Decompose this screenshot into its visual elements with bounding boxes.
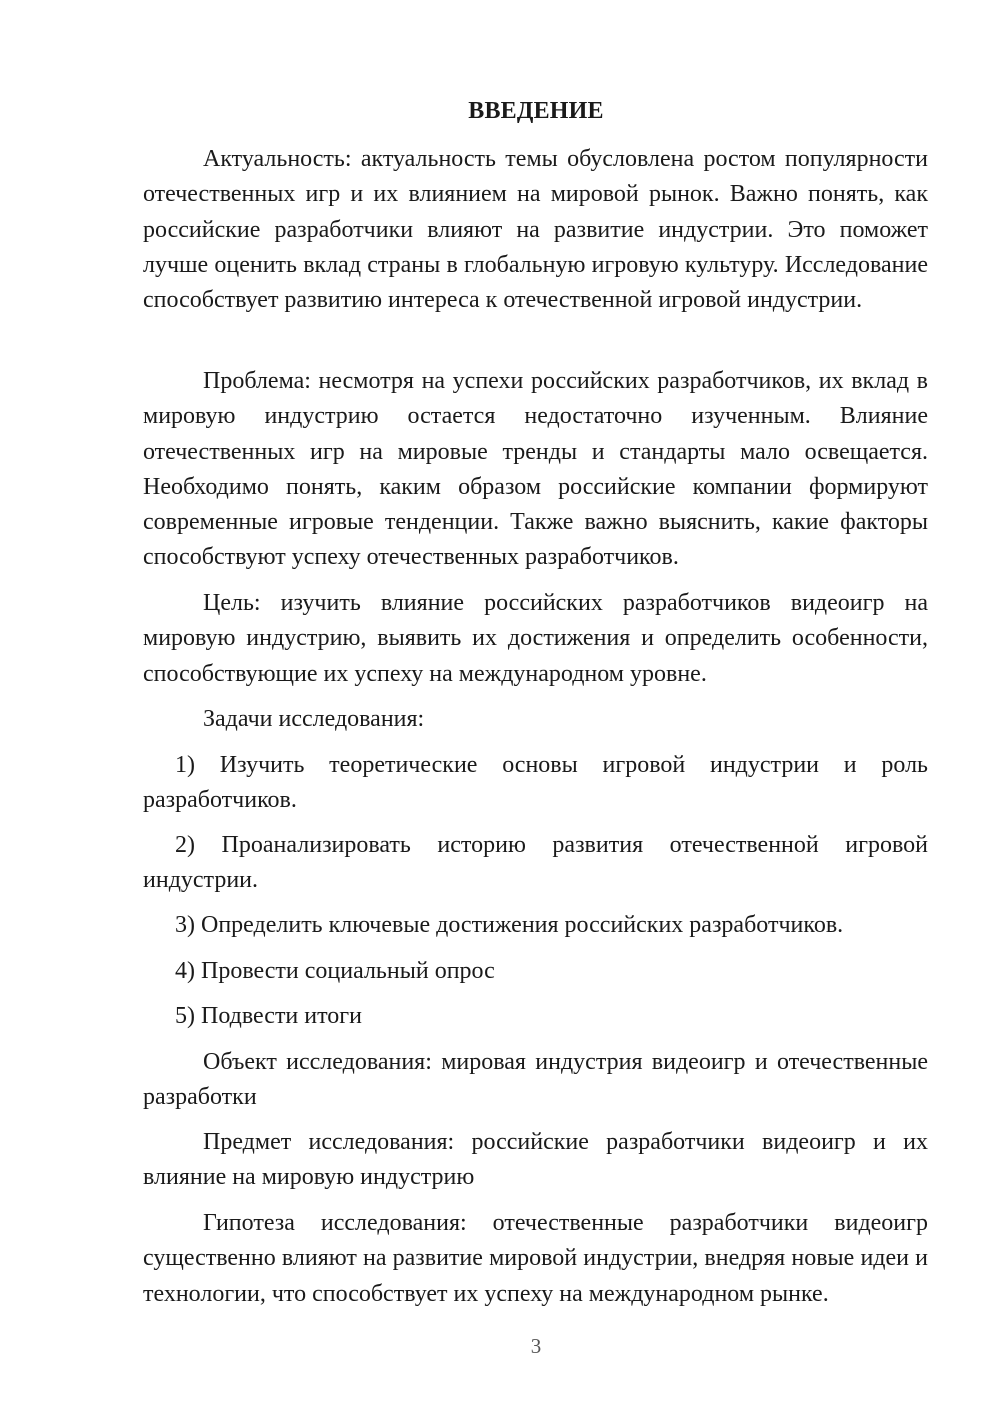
task-item-4: 4) Провести социальный опрос bbox=[175, 958, 495, 984]
paragraph-problem: Проблема: несмотря на успехи российских разработчиков, их вклад в мировую индустрию остается недостаточно изученным. Влияние отечественных игр на мировые тренды и стандарты мало освещается. Необходимо понять, каким образом российские компании формируют современные игровые тенденции. Также важно выяснить, какие факторы способствуют успеху отечественных разработчиков. bbox=[143, 368, 928, 571]
section-heading: ВВЕДЕНИЕ bbox=[468, 98, 604, 124]
task-item-5: 5) Подвести итоги bbox=[175, 1003, 362, 1029]
page-number: 3 bbox=[530, 1334, 542, 1358]
paragraph-tasks-intro: Задачи исследования: bbox=[203, 706, 425, 732]
paragraph-object: Объект исследования: мировая индустрия видеоигр и отечественные разработки bbox=[143, 1049, 928, 1111]
task-item-1: 1) Изучить теоретические основы игровой индустрии и роль разработчиков. bbox=[143, 752, 928, 814]
task-item-3: 3) Определить ключевые достижения российских разработчиков. bbox=[175, 912, 844, 938]
paragraph-goal: Цель: изучить влияние российских разработчиков видеоигр на мировую индустрию, выявить их достижения и определить особенности, способствующие их успеху на международном уровне. bbox=[143, 590, 928, 687]
task-item-2: 2) Проанализировать историю развития отечественной игровой индустрии. bbox=[143, 832, 928, 894]
paragraph-hypothesis: Гипотеза исследования: отечественные разработчики видеоигр существенно влияют на развитие мировой индустрии, внедряя новые идеи и технологии, что способствует их успеху на международном рынке. bbox=[143, 1210, 928, 1307]
paragraph-relevance: Актуальность: актуальность темы обусловлена ростом популярности отечественных игр и их влиянием на мировой рынок. Важно понять, как российские разработчики влияют на развитие индустрии. Это поможет лучше оценить вклад страны в глобальную игровую культуру. Исследование способствует развитию интереса к отечественной игровой индустрии. bbox=[143, 146, 928, 314]
paragraph-subject: Предмет исследования: российские разработчики видеоигр и их влияние на мировую индустрию bbox=[143, 1129, 928, 1191]
